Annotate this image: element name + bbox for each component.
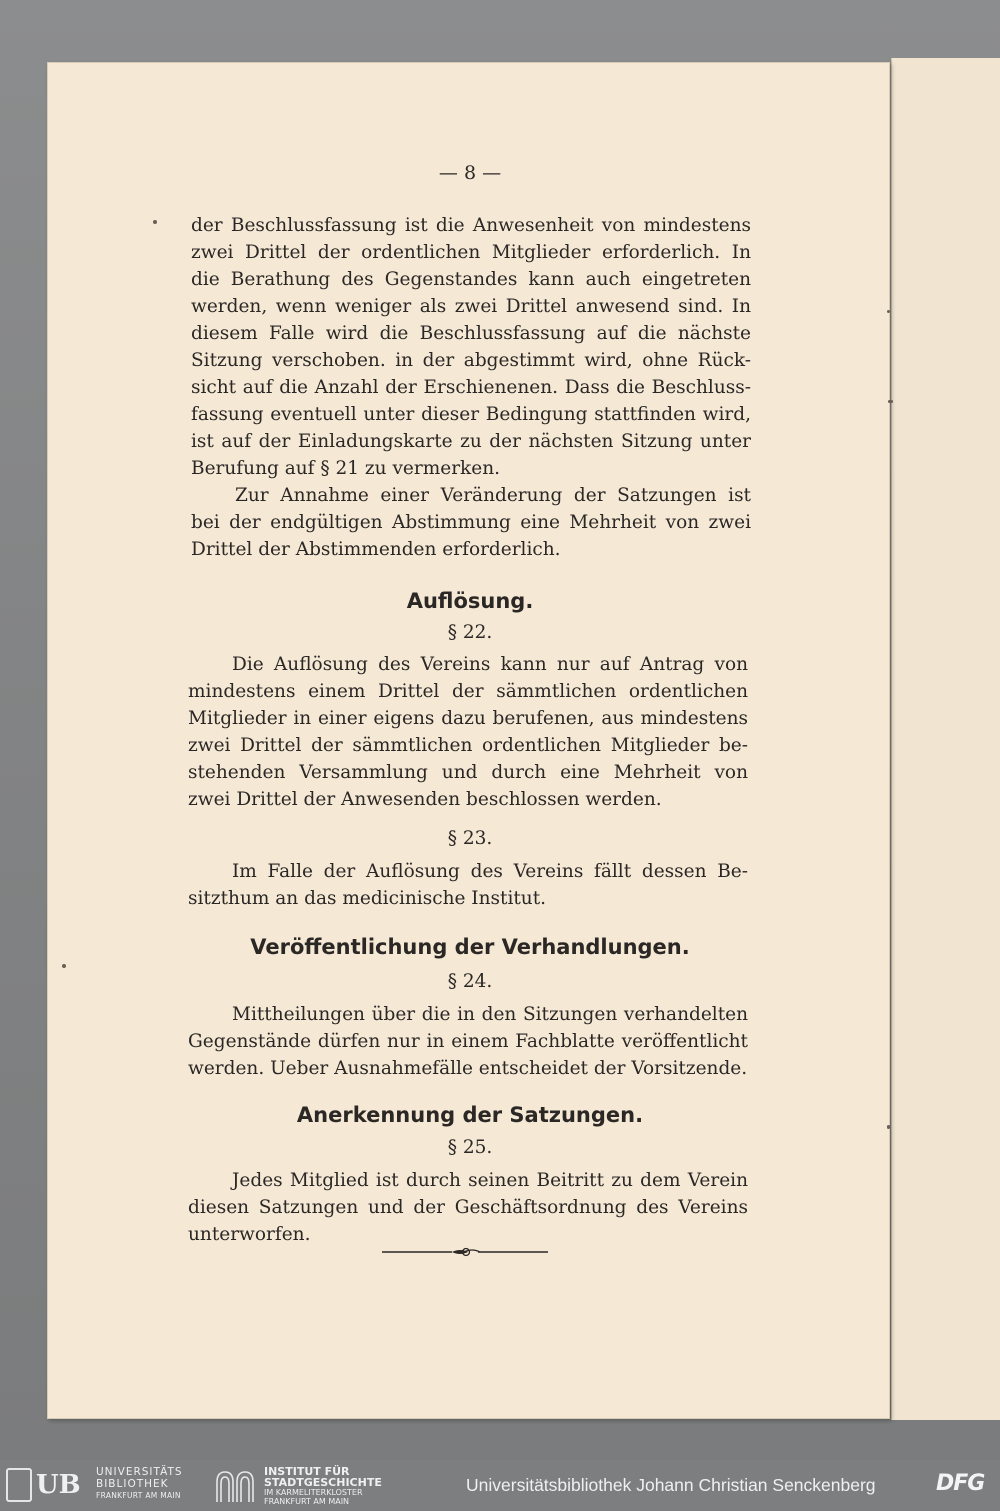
text-line: diesen Satzungen und der Geschäftsordnung des Vereins [188, 1197, 748, 1218]
dfg-logo: DFG [936, 1471, 985, 1496]
amendment-paragraph [191, 482, 751, 563]
ub-line-3: FRANKFURT AM MAIN [96, 1491, 181, 1500]
isg-line-1: INSTITUT FÜR [264, 1465, 350, 1478]
decorative-end-rule [380, 1244, 550, 1260]
isg-line-4: FRANKFURT AM MAIN [264, 1497, 350, 1506]
text-line: Mitglieder in einer eigens dazu berufenen, aus mindestens [188, 708, 748, 729]
ink-speck [153, 220, 157, 224]
ub-line-2: BIBLIOTHEK [96, 1478, 169, 1490]
ub-institution-name [96, 1466, 183, 1502]
footer-library-name: Universitätsbibliothek Johann Christian Senckenberg [466, 1475, 876, 1495]
text-line: werden. Ueber Ausnahmefälle entscheidet der Vorsitzende. [188, 1058, 748, 1079]
facing-page-edge [891, 58, 1000, 1420]
paragraph-23 [188, 858, 748, 912]
text-line: Drittel der Abstimmenden erforderlich. [191, 539, 561, 560]
text-line: Die Auflösung des Vereins kann nur auf Antrag von [232, 654, 748, 675]
text-line: sitzthum an das medicinische Institut. [188, 888, 547, 909]
text-line: bei der endgültigen Abstimmung eine Mehrheit von zwei [191, 512, 751, 533]
heading-publication: Veröffentlichung der Verhandlungen. [250, 935, 690, 959]
paragraph-22 [188, 651, 748, 813]
continuation-paragraph [191, 212, 751, 482]
isg-line-3: IM KARMELITERKLOSTER [264, 1488, 363, 1497]
isg-cloister-icon [214, 1468, 256, 1504]
text-line: stehenden Versammlung und durch eine Mehrheit von [188, 762, 748, 783]
ink-speck [62, 964, 66, 968]
text-line: fassung eventuell unter dieser Bedingung stattfinden wird, [191, 404, 751, 425]
text-line: zwei Drittel der sämmtlichen ordentlichen Mitglieder be- [188, 735, 748, 756]
paragraph-24 [188, 1001, 748, 1082]
text-line: Berufung auf § 21 zu vermerken. [191, 458, 500, 479]
text-line: ist auf der Einladungskarte zu der nächsten Sitzung unter [191, 431, 751, 452]
paragraph-number-25: § 25. [447, 1137, 493, 1158]
text-line: Mittheilungen über die in den Sitzungen verhandelten [232, 1004, 748, 1025]
ub-line-1: UNIVERSITÄTS [96, 1466, 183, 1478]
text-line: zwei Drittel der Anwesenden beschlossen werden. [188, 789, 662, 810]
ink-speck [888, 400, 893, 403]
text-line: der Beschlussfassung ist die Anwesenheit von mindestens [191, 215, 751, 236]
text-line: unterworfen. [188, 1224, 311, 1245]
text-line: sicht auf die Anzahl der Erschienenen. Dass die Beschluss- [191, 377, 751, 398]
ink-speck [887, 310, 890, 313]
page-number: — 8 — [438, 162, 502, 184]
text-line: Im Falle der Auflösung des Vereins fällt dessen Be- [232, 861, 748, 882]
heading-dissolution: Auflösung. [406, 589, 534, 613]
text-line: Sitzung verschoben. in der abgestimmt wird, ohne Rück- [191, 350, 751, 371]
ink-speck [887, 1125, 890, 1129]
text-line: diesem Falle wird die Beschlussfassung auf die nächste [191, 323, 751, 344]
paragraph-number-24: § 24. [447, 971, 493, 992]
text-line: Jedes Mitglied ist durch seinen Beitritt zu dem Verein [232, 1170, 748, 1191]
paragraph-25 [188, 1167, 748, 1248]
isg-institution-name [264, 1466, 382, 1506]
text-line: Zur Annahme einer Veränderung der Satzungen ist [235, 485, 751, 506]
ub-crest-icon [6, 1468, 32, 1502]
paragraph-number-23: § 23. [447, 828, 493, 849]
ub-logo-text: UB [36, 1470, 81, 1500]
heading-recognition: Anerkennung der Satzungen. [296, 1103, 644, 1127]
text-line: die Berathung des Gegenstandes kann auch eingetreten [191, 269, 751, 290]
text-line: zwei Drittel der ordentlichen Mitglieder erforderlich. In [191, 242, 751, 263]
text-line: werden, wenn weniger als zwei Drittel anwesend sind. In [191, 296, 751, 317]
paragraph-number-22: § 22. [447, 622, 493, 643]
text-line: Gegenstände dürfen nur in einem Fachblatte veröffentlicht [188, 1031, 748, 1052]
text-line: mindestens einem Drittel der sämmtlichen ordentlichen [188, 681, 748, 702]
isg-line-2: STADTGESCHICHTE [264, 1476, 382, 1489]
